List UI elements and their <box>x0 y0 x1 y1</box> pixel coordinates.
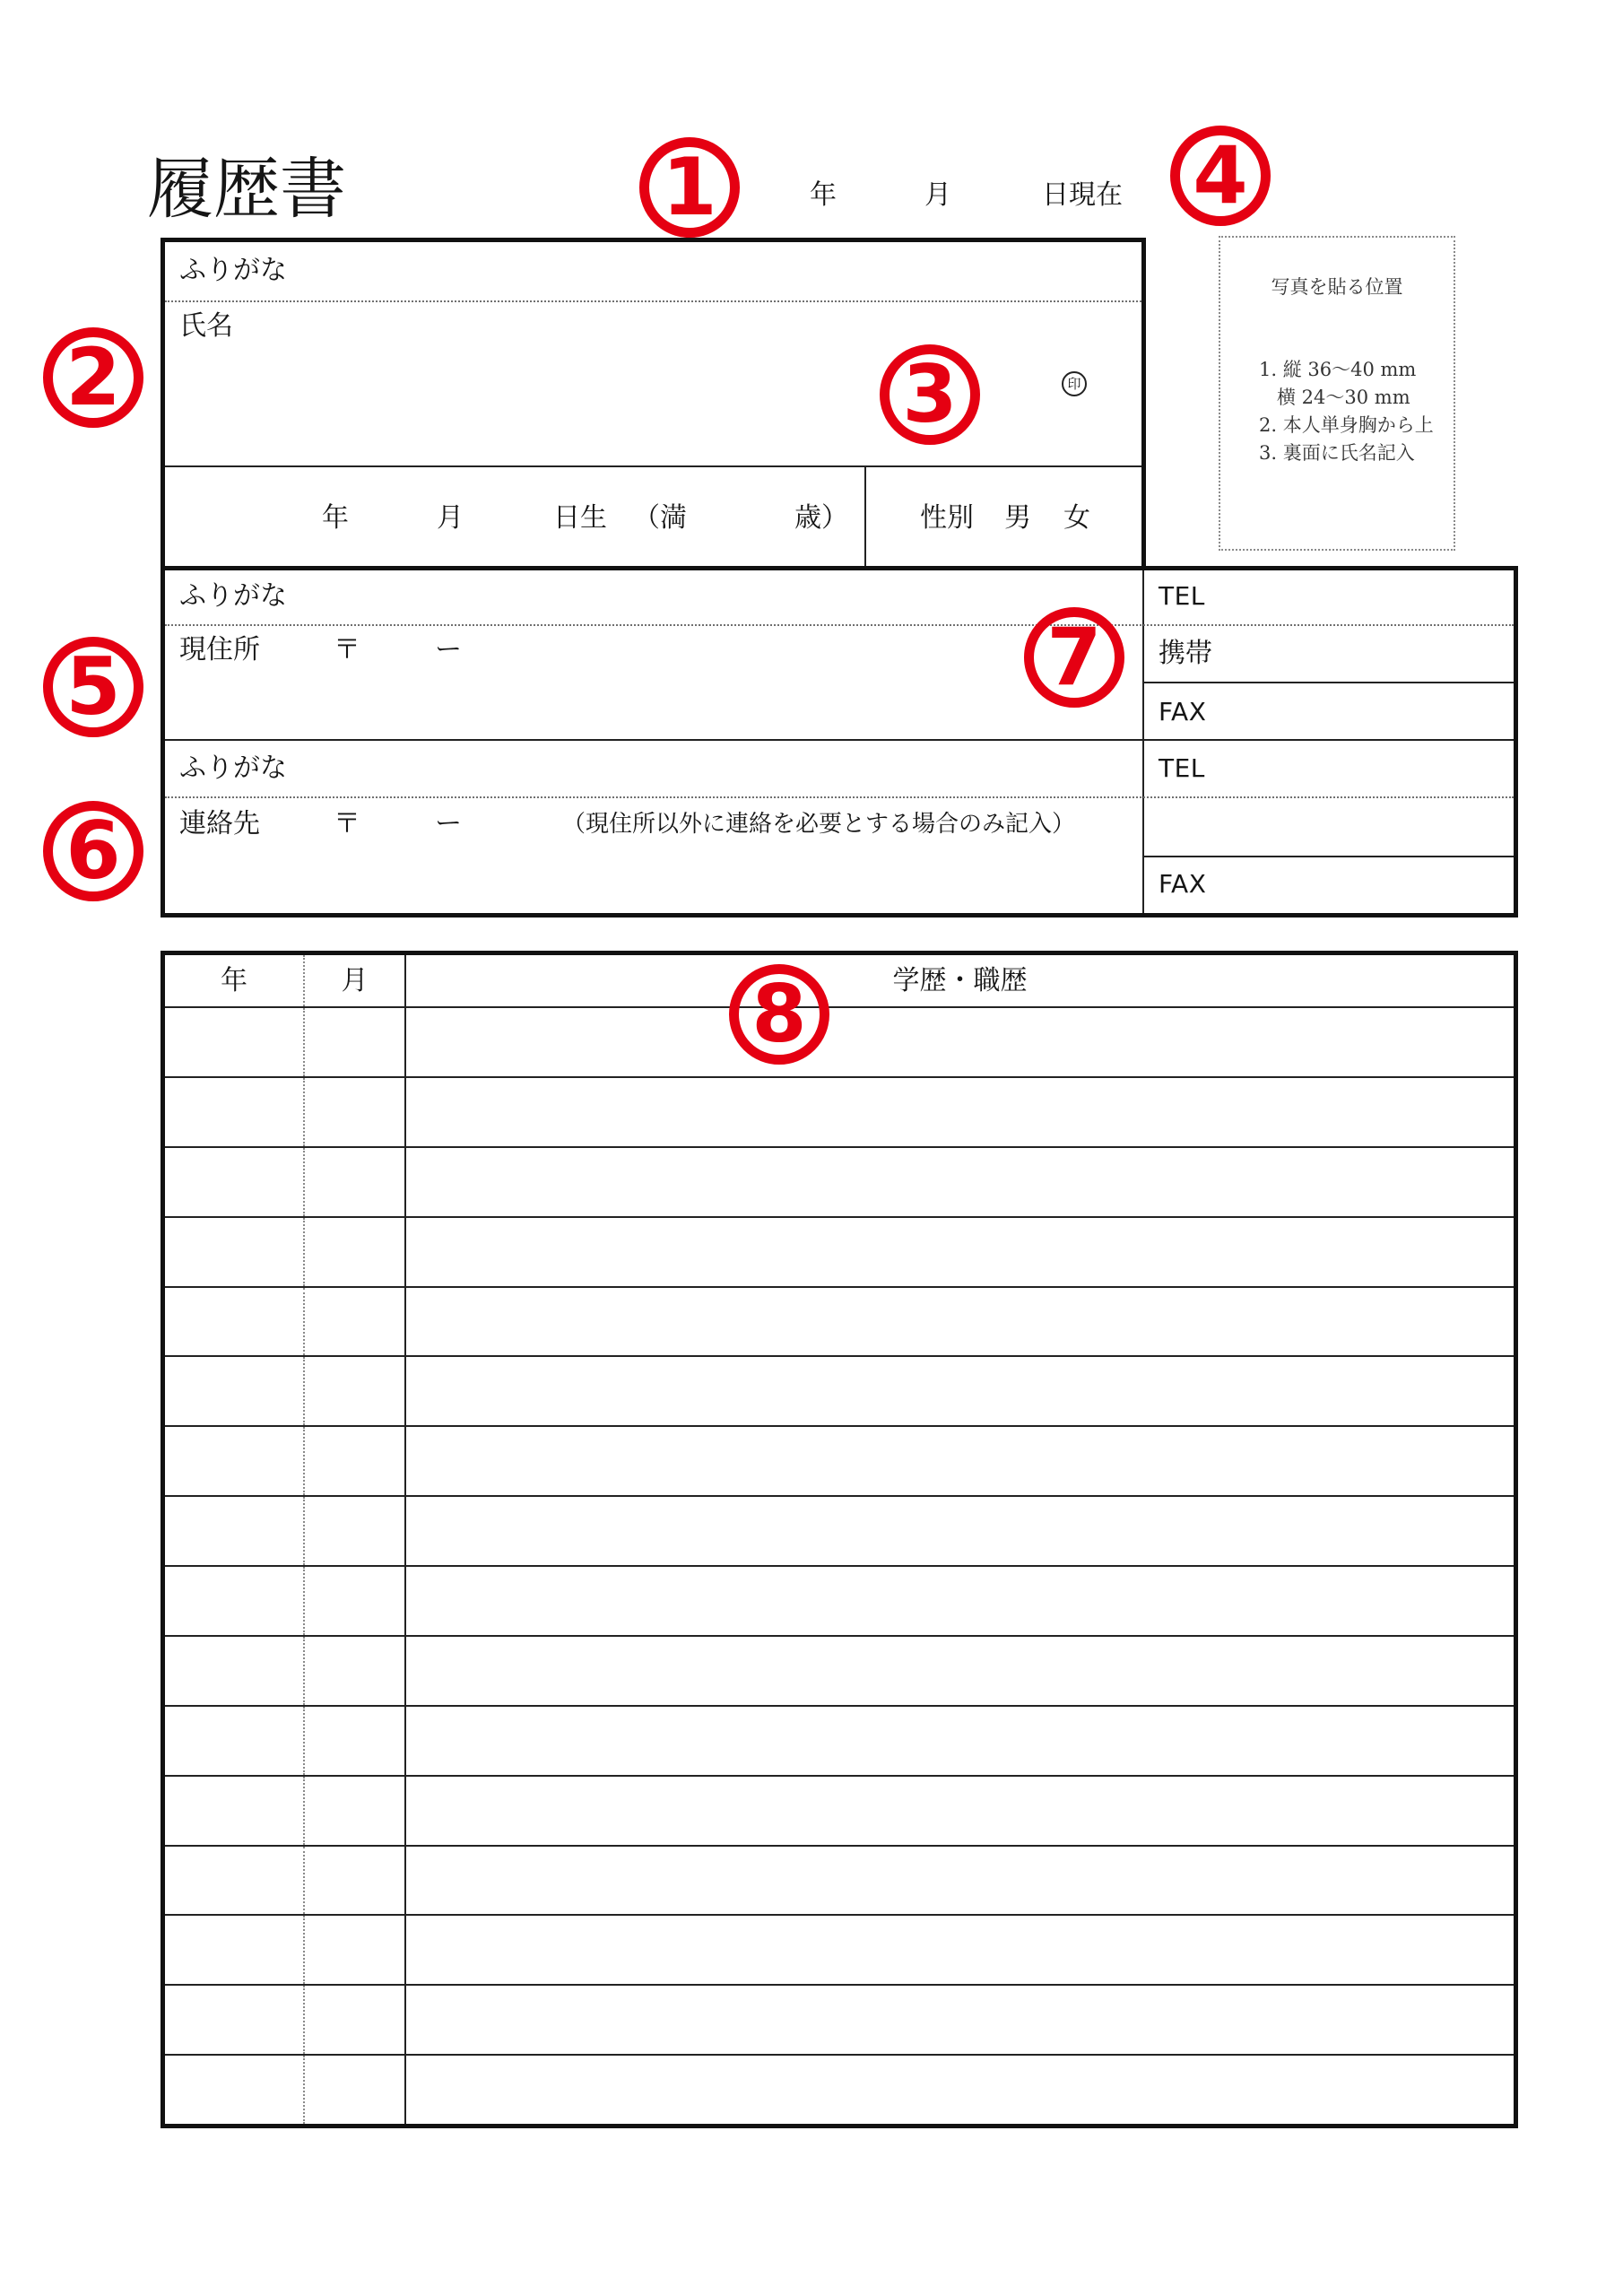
history-month-cell <box>305 1637 406 1705</box>
history-month-cell <box>305 1357 406 1425</box>
history-row <box>165 1777 1514 1847</box>
name-furigana-label: ふりがな <box>179 255 287 286</box>
annotation-marker-1: 1 <box>639 137 740 238</box>
history-year-cell <box>165 1777 305 1845</box>
history-row <box>165 1986 1514 2056</box>
photo-note: 2. 本人単身胸から上 <box>1259 414 1434 436</box>
name-furigana-divider <box>165 300 1141 302</box>
history-month-cell <box>305 1078 406 1146</box>
history-year-cell <box>165 1637 305 1705</box>
seal-stamp-icon: 印 <box>1062 371 1087 396</box>
history-row <box>165 1078 1514 1148</box>
contact-postal-dash: ー <box>435 808 462 839</box>
as-of-year-label: 年 <box>810 179 837 211</box>
current-furigana-label: ふりがな <box>179 580 287 612</box>
current-fax-label: FAX <box>1159 697 1207 726</box>
annotation-marker-4: 4 <box>1170 126 1271 226</box>
history-row <box>165 1218 1514 1288</box>
history-month-cell <box>305 1916 406 1984</box>
current-postal-mark: 〒 <box>334 634 360 665</box>
history-entry-cell <box>406 1008 1514 1076</box>
history-entry-cell <box>406 1637 1514 1705</box>
photo-note: 横 24～30 mm <box>1277 387 1410 408</box>
history-row <box>165 2056 1514 2124</box>
history-year-cell <box>165 1986 305 2054</box>
history-header-month: 月 <box>305 955 406 1006</box>
history-month-cell <box>305 1777 406 1845</box>
history-header-entry: 学歴・職歴 <box>892 965 1028 996</box>
age-open-label: （満 <box>633 502 687 534</box>
contact-furigana-divider <box>165 796 1514 798</box>
name-label: 氏名 <box>179 310 233 342</box>
age-close-label: 歳） <box>794 502 848 534</box>
history-row <box>165 1288 1514 1358</box>
history-entry-cell <box>406 1847 1514 1915</box>
current-mobile-label: 携帯 <box>1159 638 1212 669</box>
history-entry-cell <box>406 1777 1514 1845</box>
history-entry-cell <box>406 1497 1514 1565</box>
history-row <box>165 1148 1514 1218</box>
contact-fax-divider <box>1144 856 1514 857</box>
history-year-cell <box>165 1707 305 1775</box>
annotation-marker-2: 2 <box>43 327 143 428</box>
birth-month-label: 月 <box>437 502 464 534</box>
contact-postal-mark: 〒 <box>334 808 360 839</box>
history-month-cell <box>305 1288 406 1356</box>
as-of-month-label: 月 <box>924 179 951 211</box>
annotation-marker-3: 3 <box>880 344 980 445</box>
history-year-cell <box>165 1567 305 1635</box>
history-entry-cell <box>406 1916 1514 1984</box>
history-row <box>165 1847 1514 1917</box>
gender-option-female: 女 <box>1063 502 1090 534</box>
history-header-year: 年 <box>165 955 305 1006</box>
annotation-marker-6: 6 <box>43 801 143 901</box>
history-table <box>161 951 1518 2128</box>
annotation-marker-5: 5 <box>43 637 143 737</box>
current-contact-divider <box>165 739 1514 741</box>
history-year-cell <box>165 1847 305 1915</box>
history-year-cell <box>165 2056 305 2124</box>
history-row <box>165 1008 1514 1078</box>
photo-notes <box>1259 356 1434 467</box>
contact-fax-label: FAX <box>1159 869 1207 899</box>
history-year-cell <box>165 1288 305 1356</box>
birth-day-label: 日生 <box>553 502 607 534</box>
history-month-cell <box>305 1218 406 1286</box>
address-phone-divider <box>1142 570 1144 913</box>
history-row <box>165 1707 1514 1777</box>
birth-gender-divider <box>864 466 866 566</box>
history-row <box>165 1357 1514 1427</box>
current-tel-label: TEL <box>1159 581 1205 611</box>
document-title: 履歴書 <box>147 151 346 228</box>
history-year-cell <box>165 1357 305 1425</box>
history-row <box>165 1567 1514 1637</box>
history-month-cell <box>305 1427 406 1495</box>
history-entry-cell <box>406 1567 1514 1635</box>
gender-label: 性別 <box>920 502 974 534</box>
history-year-cell <box>165 1078 305 1146</box>
history-entry-cell <box>406 1078 1514 1146</box>
history-year-cell <box>165 1916 305 1984</box>
history-month-cell <box>305 1008 406 1076</box>
history-entry-cell <box>406 1288 1514 1356</box>
birth-year-label: 年 <box>322 502 349 534</box>
photo-note: 1. 縦 36～40 mm <box>1259 359 1417 380</box>
contact-address-note: （現住所以外に連絡を必要とする場合のみ記入） <box>562 811 1076 838</box>
history-year-cell <box>165 1427 305 1495</box>
history-month-cell <box>305 1148 406 1216</box>
history-row <box>165 1427 1514 1497</box>
current-furigana-divider <box>165 624 1514 626</box>
history-month-cell <box>305 1567 406 1635</box>
history-header <box>165 955 1514 1008</box>
contact-furigana-label: ふりがな <box>179 752 287 784</box>
history-year-cell <box>165 1218 305 1286</box>
address-box <box>161 566 1518 918</box>
gender-option-male: 男 <box>1004 502 1031 534</box>
history-month-cell <box>305 2056 406 2124</box>
annotation-marker-7: 7 <box>1024 607 1124 708</box>
history-row <box>165 1916 1514 1986</box>
contact-address-label: 連絡先 <box>179 808 260 839</box>
history-year-cell <box>165 1148 305 1216</box>
history-entry-cell <box>406 1218 1514 1286</box>
name-birth-divider <box>165 465 1141 467</box>
history-row <box>165 1637 1514 1707</box>
as-of-day-label: 日現在 <box>1042 179 1123 211</box>
history-month-cell <box>305 1497 406 1565</box>
history-month-cell <box>305 1707 406 1775</box>
history-row <box>165 1497 1514 1567</box>
annotation-marker-8: 8 <box>729 964 829 1065</box>
history-entry-cell <box>406 1986 1514 2054</box>
history-entry-cell <box>406 1357 1514 1425</box>
history-month-cell <box>305 1847 406 1915</box>
history-month-cell <box>305 1986 406 2054</box>
history-year-cell <box>165 1497 305 1565</box>
mobile-fax-divider <box>1144 682 1514 683</box>
photo-placeholder-title: 写真を貼る位置 <box>1271 276 1403 298</box>
contact-tel-label: TEL <box>1159 753 1205 783</box>
history-year-cell <box>165 1008 305 1076</box>
history-entry-cell <box>406 2056 1514 2124</box>
history-entry-cell <box>406 1148 1514 1216</box>
current-address-label: 現住所 <box>179 634 260 665</box>
photo-note: 3. 裏面に氏名記入 <box>1259 442 1415 464</box>
history-entry-cell <box>406 1427 1514 1495</box>
current-postal-dash: ー <box>435 634 462 665</box>
history-entry-cell <box>406 1707 1514 1775</box>
